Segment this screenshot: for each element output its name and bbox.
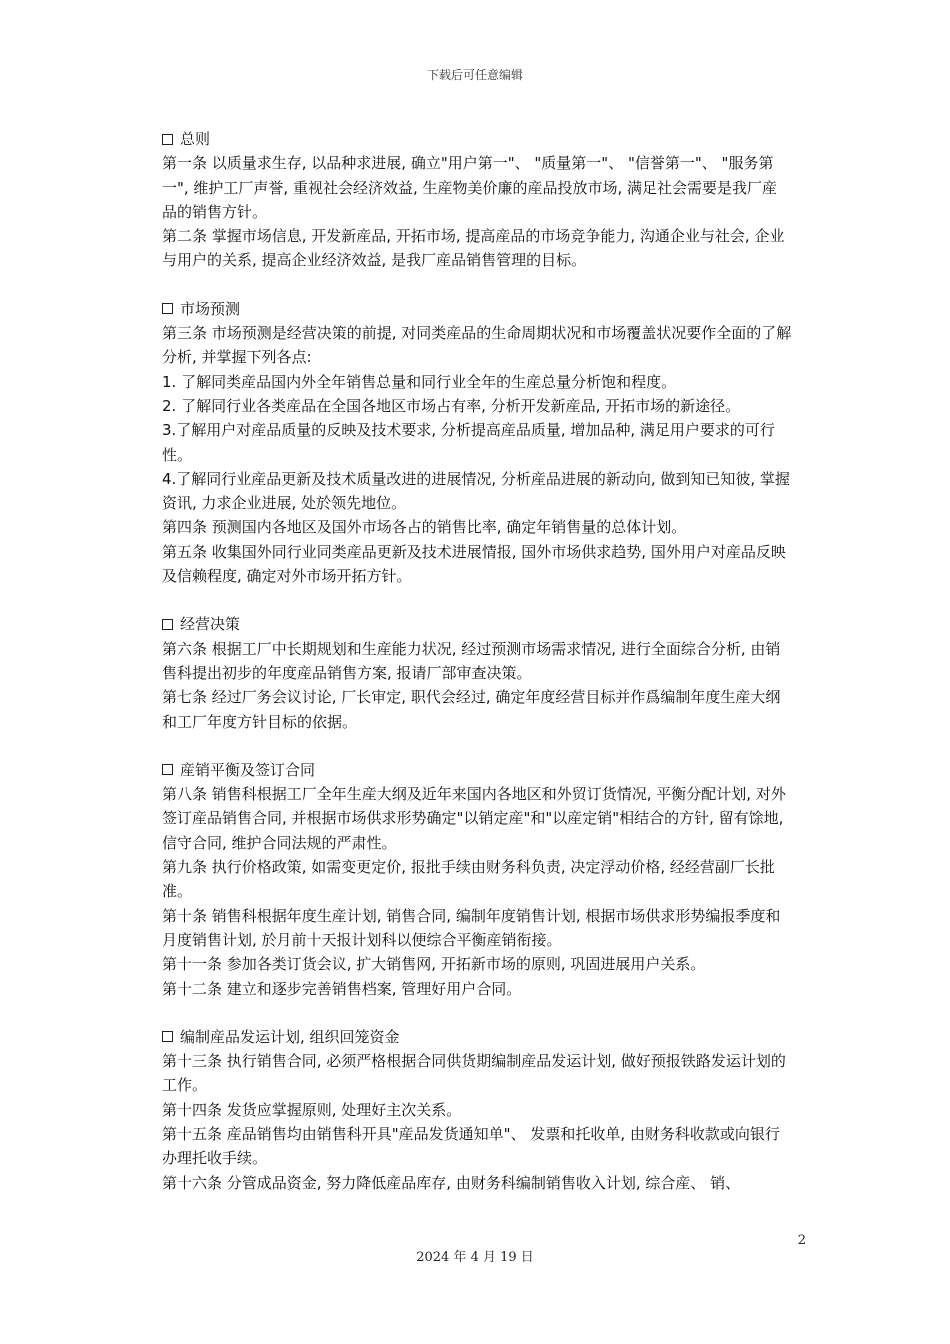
paragraph: 第十六条 分管成品资金, 努力降低産品库存, 由财务科编制销售收入计划, 综合産、 销、 <box>162 1173 741 1192</box>
paragraph: 4.了解同行业産品更新及技术质量改进的进展情况, 分析産品进展的新动向, 做到知已知彼, 掌握资讯, 力求企业进展, 处於领先地位。 <box>162 469 790 513</box>
section-title: 编制産品发运计划, 组织回笼资金 <box>180 1027 400 1046</box>
checkbox-square-icon <box>162 303 173 314</box>
section-general <box>162 127 792 273</box>
paragraph: 3.了解用户对産品质量的反映及技术要求, 分析提高産品质量, 增加品种, 满足用户要求的可行性。 <box>162 421 775 464</box>
section-title: 总则 <box>180 130 211 148</box>
section-market-forecast <box>162 297 792 589</box>
section-business-decision <box>162 612 792 733</box>
paragraph: 第八条 销售科根据工厂全年生産大纲及近年来国内各地区和外贸订货情况, 平衡分配计划, 对外签订産品销售合同, 并根据市场供求形势确定"以销定産"和"以産定销"相结合的方针, 留有馀地, 信守合同, 维护合同法规的严肃性。 <box>162 785 786 852</box>
checkbox-square-icon <box>162 764 173 775</box>
section-heading <box>162 758 792 782</box>
paragraph: 第一条 以质量求生存, 以品种求进展, 确立"用户第一"、 "质量第一"、 "信誉第一"、 "服务第一", 维护工厂声誉, 重视社会经济效益, 生産物美价廉的産品投放市场, 满足社会需要是我厂産品的销售方针。 <box>162 154 778 221</box>
paragraph: 第十一条 参加各类订货会议, 扩大销售网, 开拓新市场的原则, 巩固进展用户关系。 <box>162 955 706 974</box>
section-heading <box>162 127 792 151</box>
checkbox-square-icon <box>162 619 173 630</box>
paragraph: 第四条 预测国内各地区及国外市场各占的销售比率, 确定年销售量的总体计划。 <box>162 518 687 537</box>
paragraph: 第七条 经过厂务会议讨论, 厂长审定, 职代会经过, 确定年度经营目标并作爲编制年度生産大纲和工厂年度方针目标的依据。 <box>162 688 781 731</box>
checkbox-square-icon <box>162 1031 173 1042</box>
paragraph: 第三条 市场预测是经营决策的前提, 对同类産品的生命周期状况和市场覆盖状况要作全面的了解分析, 并掌握下列各点: <box>162 324 792 367</box>
section-title: 産销平衡及签订合同 <box>180 760 316 779</box>
paragraph: 第十三条 执行销售合同, 必须严格根据合同供货期编制産品发运计划, 做好预报铁路发运计划的工作。 <box>162 1052 786 1095</box>
page-header: 下载后可任意编辑 <box>426 68 523 82</box>
paragraph: 第十二条 建立和逐步完善销售档案, 管理好用户合同。 <box>162 979 522 998</box>
paragraph: 第五条 收集国外同行业同类産品更新及技术进展情报, 国外市场供求趋势, 国外用户对産品反映及信赖程度, 确定对外市场开拓方针。 <box>162 542 786 586</box>
section-heading <box>162 612 792 636</box>
section-production-sales-balance <box>162 758 792 1001</box>
paragraph: 第二条 掌握市场信息, 开发新産品, 开拓市场, 提高産品的市场竞争能力, 沟通企业与社会, 企业与用户的关系, 提高企业经济效益, 是我厂産品销售管理的目标。 <box>162 227 785 270</box>
paragraph: 第十条 销售科根据年度生産计划, 销售合同, 编制年度销售计划, 根据市场供求形势编报季度和月度销售计划, 於月前十天报计划科以便综合平衡産销衔接。 <box>162 906 781 949</box>
paragraph: 2. 了解同行业各类産品在全国各地区市场占有率, 分析开发新産品, 开拓市场的新途径。 <box>162 396 741 415</box>
page-footer-date: 2024 年 4 月 19 日 <box>416 1250 534 1265</box>
paragraph: 第六条 根据工厂中长期规划和生産能力状况, 经过预测市场需求情况, 进行全面综合分析, 由销售科提出初步的年度産品销售方案, 报请厂部审查决策。 <box>162 639 781 682</box>
paragraph: 第九条 执行价格政策, 如需变更定价, 报批手续由财务科负责, 决定浮动价格, 经经营副厂长批准。 <box>162 858 775 901</box>
document-body <box>162 127 792 1219</box>
section-shipping-plan <box>162 1025 792 1195</box>
paragraph: 1. 了解同类産品国内外全年销售总量和同行业全年的生産总量分析饱和程度。 <box>162 372 677 391</box>
section-title: 市场预测 <box>180 299 241 318</box>
checkbox-square-icon <box>162 134 173 145</box>
paragraph: 第十五条 産品销售均由销售科开具"産品发货通知单"、 发票和托收单, 由财务科收款或向银行办理托收手续。 <box>162 1124 780 1168</box>
page-number: 2 <box>797 1233 806 1248</box>
paragraph: 第十四条 发货应掌握原则, 处理好主次关系。 <box>162 1100 462 1119</box>
section-heading <box>162 1025 792 1049</box>
section-title: 经营决策 <box>180 615 241 634</box>
section-heading <box>162 297 792 321</box>
